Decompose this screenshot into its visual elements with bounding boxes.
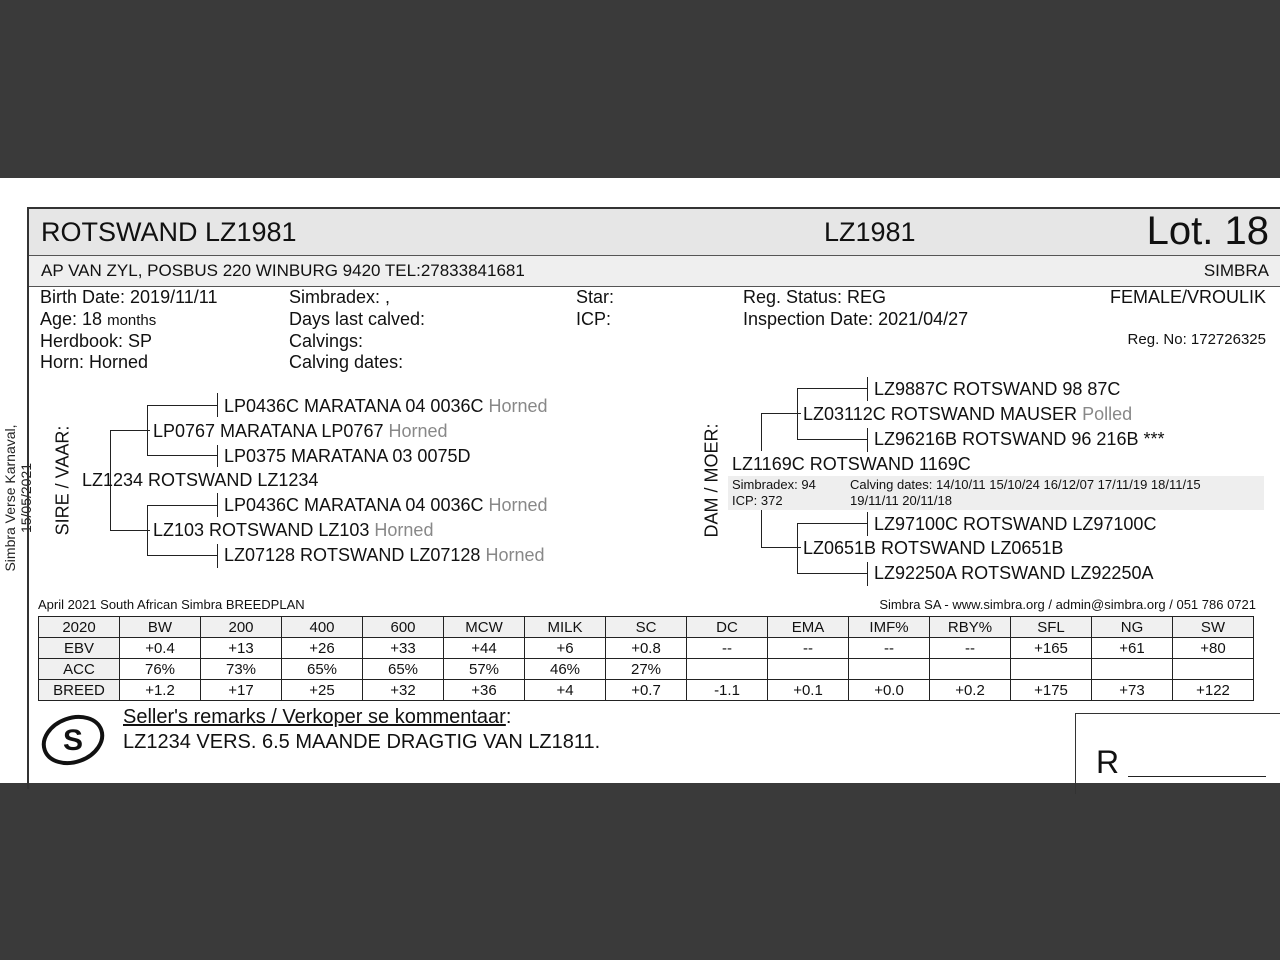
ebv-cell <box>1092 659 1173 680</box>
birth-date: Birth Date: 2019/11/11 <box>40 287 218 307</box>
ebv-header-cell: RBY% <box>930 617 1011 638</box>
dam-sire: LZ03112C ROTSWAND MAUSER Polled <box>803 404 1133 424</box>
remarks-heading: Seller's remarks / Verkoper se kommentaar: <box>123 706 512 728</box>
ebv-cell: EBV <box>39 638 120 659</box>
remarks-text: LZ1234 VERS. 6.5 MAANDE DRAGTIG VAN LZ1811. <box>123 731 601 753</box>
ebv-row <box>39 638 1254 659</box>
ebv-cell <box>1011 659 1092 680</box>
ebv-cell: BREED <box>39 680 120 701</box>
herdbook: Herdbook: SP <box>40 331 153 351</box>
sire-sire-dam: LP0375 MARATANA 03 0075D <box>224 446 471 466</box>
inspection-date: Inspection Date: 2021/04/27 <box>743 309 969 329</box>
sire-dam: LZ103 ROTSWAND LZ103 Horned <box>153 520 434 540</box>
ebv-header-cell: NG <box>1092 617 1173 638</box>
lot-number: Lot. 18 <box>1146 209 1269 253</box>
ebv-header-cell: MILK <box>525 617 606 638</box>
ebv-cell: 65% <box>363 659 444 680</box>
ebv-cell: +0.1 <box>768 680 849 701</box>
ebv-header-cell: DC <box>687 617 768 638</box>
ebv-cell: 65% <box>282 659 363 680</box>
ebv-cell: +13 <box>201 638 282 659</box>
ebv-cell: +165 <box>1011 638 1092 659</box>
pedigree-line <box>761 413 801 414</box>
ebv-cell: +36 <box>444 680 525 701</box>
animal-code: LZ1981 <box>824 217 916 247</box>
ebv-cell: +6 <box>525 638 606 659</box>
ebv-cell: +0.7 <box>606 680 687 701</box>
ebv-row <box>39 659 1254 680</box>
horn-status: Horn: Horned <box>40 352 149 372</box>
pedigree-line <box>147 555 218 556</box>
simbradex: Simbradex: , <box>289 287 391 307</box>
ebv-cell: +1.2 <box>120 680 201 701</box>
ebv-cell <box>687 659 768 680</box>
ebv-cell: -- <box>930 638 1011 659</box>
ebv-header-cell: 600 <box>363 617 444 638</box>
ebv-cell: +17 <box>201 680 282 701</box>
icp: ICP: <box>576 309 612 329</box>
ebv-cell: +33 <box>363 638 444 659</box>
star: Star: <box>576 287 615 307</box>
age-value: Age: 18 <box>40 309 103 329</box>
price-box <box>1075 713 1280 794</box>
pedigree-line <box>797 388 868 389</box>
sire-side-label: SIRE / VAAR: <box>52 425 73 536</box>
ebv-header-cell: SC <box>606 617 687 638</box>
header-bar <box>29 209 1280 256</box>
pedigree-line <box>110 530 150 531</box>
pedigree-line <box>867 562 868 586</box>
sire-sire: LP0767 MARATANA LP0767 Horned <box>153 421 448 441</box>
ebv-row <box>39 617 1254 638</box>
ebv-cell: -- <box>849 638 930 659</box>
pedigree-line <box>867 377 868 401</box>
owner-line: AP VAN ZYL, POSBUS 220 WINBURG 9420 TEL:27833841681 <box>41 261 525 280</box>
pedigree-line <box>761 413 762 451</box>
ebv-cell: +26 <box>282 638 363 659</box>
calving-dates: Calving dates: <box>289 352 404 372</box>
ebv-header-cell: BW <box>120 617 201 638</box>
breed-label: SIMBRA <box>1203 261 1269 280</box>
ebv-cell: 27% <box>606 659 687 680</box>
dam-side-label: DAM / MOER: <box>701 423 722 538</box>
dam-dam-sire: LZ97100C ROTSWAND LZ97100C <box>874 514 1157 534</box>
ebv-cell: +4 <box>525 680 606 701</box>
dam-calving-dates: Calving dates: 14/10/11 15/10/24 16/12/07 17/11/19 18/11/15 <box>850 477 1201 492</box>
ebv-cell: +122 <box>1173 680 1254 701</box>
ebv-cell: +175 <box>1011 680 1092 701</box>
simbra-contact: Simbra SA - www.simbra.org / admin@simbra.org / 051 786 0721 <box>879 597 1256 612</box>
pedigree-line <box>761 510 762 548</box>
pedigree-line <box>797 523 868 524</box>
ebv-cell: 73% <box>201 659 282 680</box>
ebv-cell: -- <box>687 638 768 659</box>
sire: LZ1234 ROTSWAND LZ1234 <box>82 470 319 490</box>
pedigree-line <box>110 430 150 431</box>
dam-simbradex: Simbradex: 94 <box>732 477 816 492</box>
pedigree-line <box>867 428 868 452</box>
dam-calving-dates-cont: 19/11/11 20/11/18 <box>850 493 952 508</box>
price-label: R <box>1096 744 1120 780</box>
logo-letter: S <box>62 724 84 757</box>
reg-status: Reg. Status: REG <box>743 287 887 307</box>
ebv-cell: ACC <box>39 659 120 680</box>
dam: LZ1169C ROTSWAND 1169C <box>732 454 971 474</box>
simbra-logo-icon <box>38 710 110 768</box>
sex: FEMALE/VROULIK <box>1109 287 1266 307</box>
ebv-cell: 46% <box>525 659 606 680</box>
ebv-cell: +44 <box>444 638 525 659</box>
ebv-cell: +25 <box>282 680 363 701</box>
dam-dam-dam: LZ92250A ROTSWAND LZ92250A <box>874 563 1154 583</box>
dam-dam: LZ0651B ROTSWAND LZ0651B <box>803 538 1064 558</box>
ebv-cell: 76% <box>120 659 201 680</box>
ebv-cell: -- <box>768 638 849 659</box>
ebv-cell: +0.0 <box>849 680 930 701</box>
ebv-cell: +0.8 <box>606 638 687 659</box>
ebv-header-cell: SFL <box>1011 617 1092 638</box>
breedplan-caption: April 2021 South African Simbra BREEDPLAN <box>38 597 305 612</box>
animal-name: ROTSWAND LZ1981 <box>41 217 297 247</box>
ebv-header-cell: EMA <box>768 617 849 638</box>
pedigree-line <box>761 547 801 548</box>
ebv-cell: +32 <box>363 680 444 701</box>
ebv-cell: +0.4 <box>120 638 201 659</box>
ebv-cell: +61 <box>1092 638 1173 659</box>
pedigree-line <box>147 455 218 456</box>
ebv-cell <box>768 659 849 680</box>
dam-sire-dam: LZ96216B ROTSWAND 96 216B *** <box>874 429 1165 449</box>
pedigree-line <box>797 573 868 574</box>
pedigree-line <box>797 523 798 573</box>
ebv-header-cell: 200 <box>201 617 282 638</box>
pedigree-line <box>867 512 868 536</box>
ebv-cell <box>930 659 1011 680</box>
ebv-header-cell: MCW <box>444 617 525 638</box>
pedigree-line <box>797 439 868 440</box>
ebv-header-cell: SW <box>1173 617 1254 638</box>
age-unit: months <box>107 312 157 329</box>
ebv-cell: +0.2 <box>930 680 1011 701</box>
ebv-header-cell: 2020 <box>39 617 120 638</box>
dam-calving-note <box>728 476 1264 510</box>
ebv-row <box>39 680 1254 701</box>
dam-icp: ICP: 372 <box>732 493 783 508</box>
ebv-cell: -1.1 <box>687 680 768 701</box>
ebv-cell: 57% <box>444 659 525 680</box>
pedigree-line <box>217 445 218 467</box>
pedigree-line <box>147 505 148 555</box>
calvings: Calvings: <box>289 331 364 351</box>
ebv-cell: +73 <box>1092 680 1173 701</box>
ebv-table <box>38 616 1254 701</box>
reg-number: Reg. No: 172726325 <box>1127 331 1266 348</box>
ebv-cell <box>849 659 930 680</box>
ebv-header-cell: IMF% <box>849 617 930 638</box>
ebv-cell: +80 <box>1173 638 1254 659</box>
ebv-header-cell: 400 <box>282 617 363 638</box>
side-event-label: Simbra Verse Karnaval, 15/05/2021 <box>2 424 34 572</box>
owner-bar <box>29 256 1280 287</box>
pedigree-line <box>147 505 218 506</box>
days-last-calved: Days last calved: <box>289 309 426 329</box>
dam-sire-sire: LZ9887C ROTSWAND 98 87C <box>874 379 1121 399</box>
pedigree-line <box>217 544 218 568</box>
pedigree-line <box>147 405 218 406</box>
ebv-cell <box>1173 659 1254 680</box>
age <box>40 309 156 330</box>
price-line <box>1128 776 1266 777</box>
sire-dam-dam: LZ07128 ROTSWAND LZ07128 Horned <box>224 545 545 565</box>
sire-sire-sire: LP0436C MARATANA 04 0036C Horned <box>224 396 548 416</box>
sire-dam-sire: LP0436C MARATANA 04 0036C Horned <box>224 495 548 515</box>
